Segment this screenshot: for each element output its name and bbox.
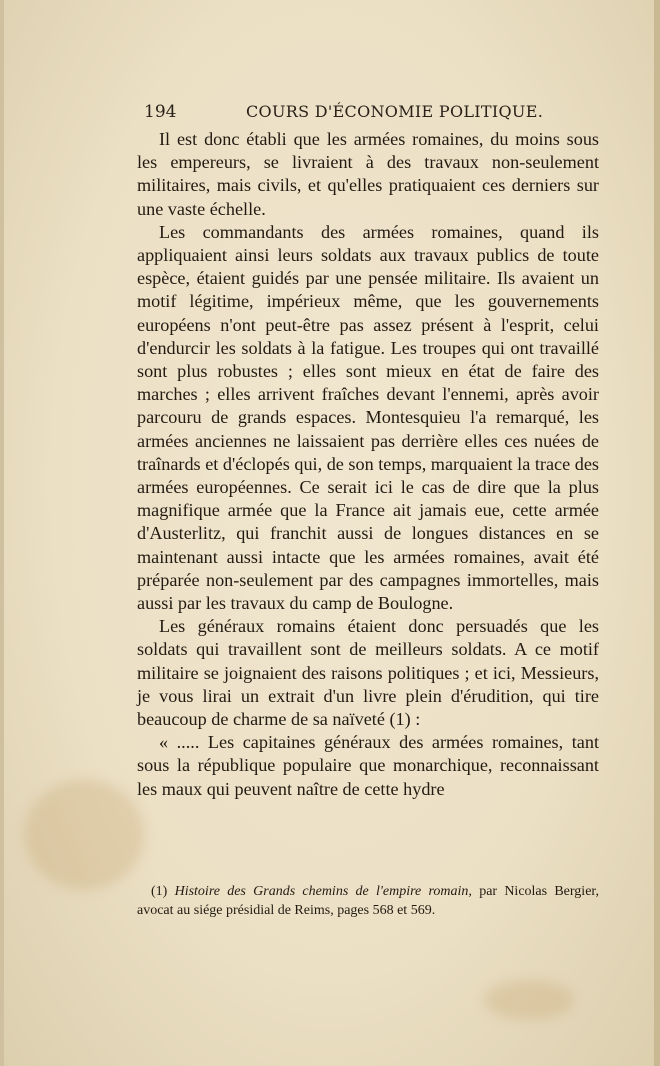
footnote (137, 882, 599, 920)
footnote-marker: (1) (151, 884, 168, 899)
footnote-rule (137, 878, 197, 879)
footnote-text: par Nicolas Bergier, avocat au siége présidial de Reims, pages 568 et 569. (137, 884, 600, 918)
paragraph: Les généraux romains étaient donc persuadés que les soldats qui travaillent sont de meilleurs soldats. A ce motif militaire se joignaient des raisons politiques ; et ici, Messieurs, je vous lirai un extrait d'un livre plein d'érudition, qui tire beaucoup de charme de sa naïveté (1) : (137, 616, 599, 730)
paragraph: Il est donc établi que les armées romaines, du moins sous les empereurs, se livraient à des travaux non-seulement militaires, mais civils, et qu'elles pratiquaient ces derniers sur une vaste échelle. (137, 129, 599, 219)
running-title: COURS D'ÉCONOMIE POLITIQUE. (246, 102, 544, 121)
foxing-stain (484, 980, 574, 1020)
body-text (137, 128, 599, 801)
running-header (144, 100, 599, 124)
paragraph: Les commandants des armées romaines, quand ils appliquaient ainsi leurs soldats aux travaux publics de toute espèce, étaient guidés par une pensée militaire. Ils avaient un motif légitime, impérieux même, que les gouvernements européens n'ont peut-être pas assez présent à l'esprit, celui d'endurcir les soldats à la fatigue. Les troupes qui ont travaillé sont plus robustes ; elles sont mieux en état de faire des marches ; elles arrivent fraîches devant l'ennemi, après avoir parcouru de grands espaces. Montesquieu l'a remarqué, les armées anciennes ne laissaient pas derrière elles ces nuées de traînards et d'éclopés qui, de son temps, marquaient la trace des armées européennes. Ce serait ici le cas de dire que la plus magnifique armée que la France ait jamais eue, cette armée d'Austerlitz, qui franchit aussi de longues distances en se maintenant aussi intacte que les armées romaines, avait été préparée non-seulement par des campagnes immortelles, mais aussi par les travaux du camp de Boulogne. (137, 221, 599, 614)
foxing-stain (24, 780, 144, 890)
page-number: 194 (144, 102, 177, 122)
footnote-title: Histoire des Grands chemins de l'empire romain, (174, 884, 472, 899)
paragraph: « ..... Les capitaines généraux des armées romaines, tant sous la république populaire que monarchique, reconnaissant les maux qui peuvent naître de cette hydre (137, 732, 599, 799)
